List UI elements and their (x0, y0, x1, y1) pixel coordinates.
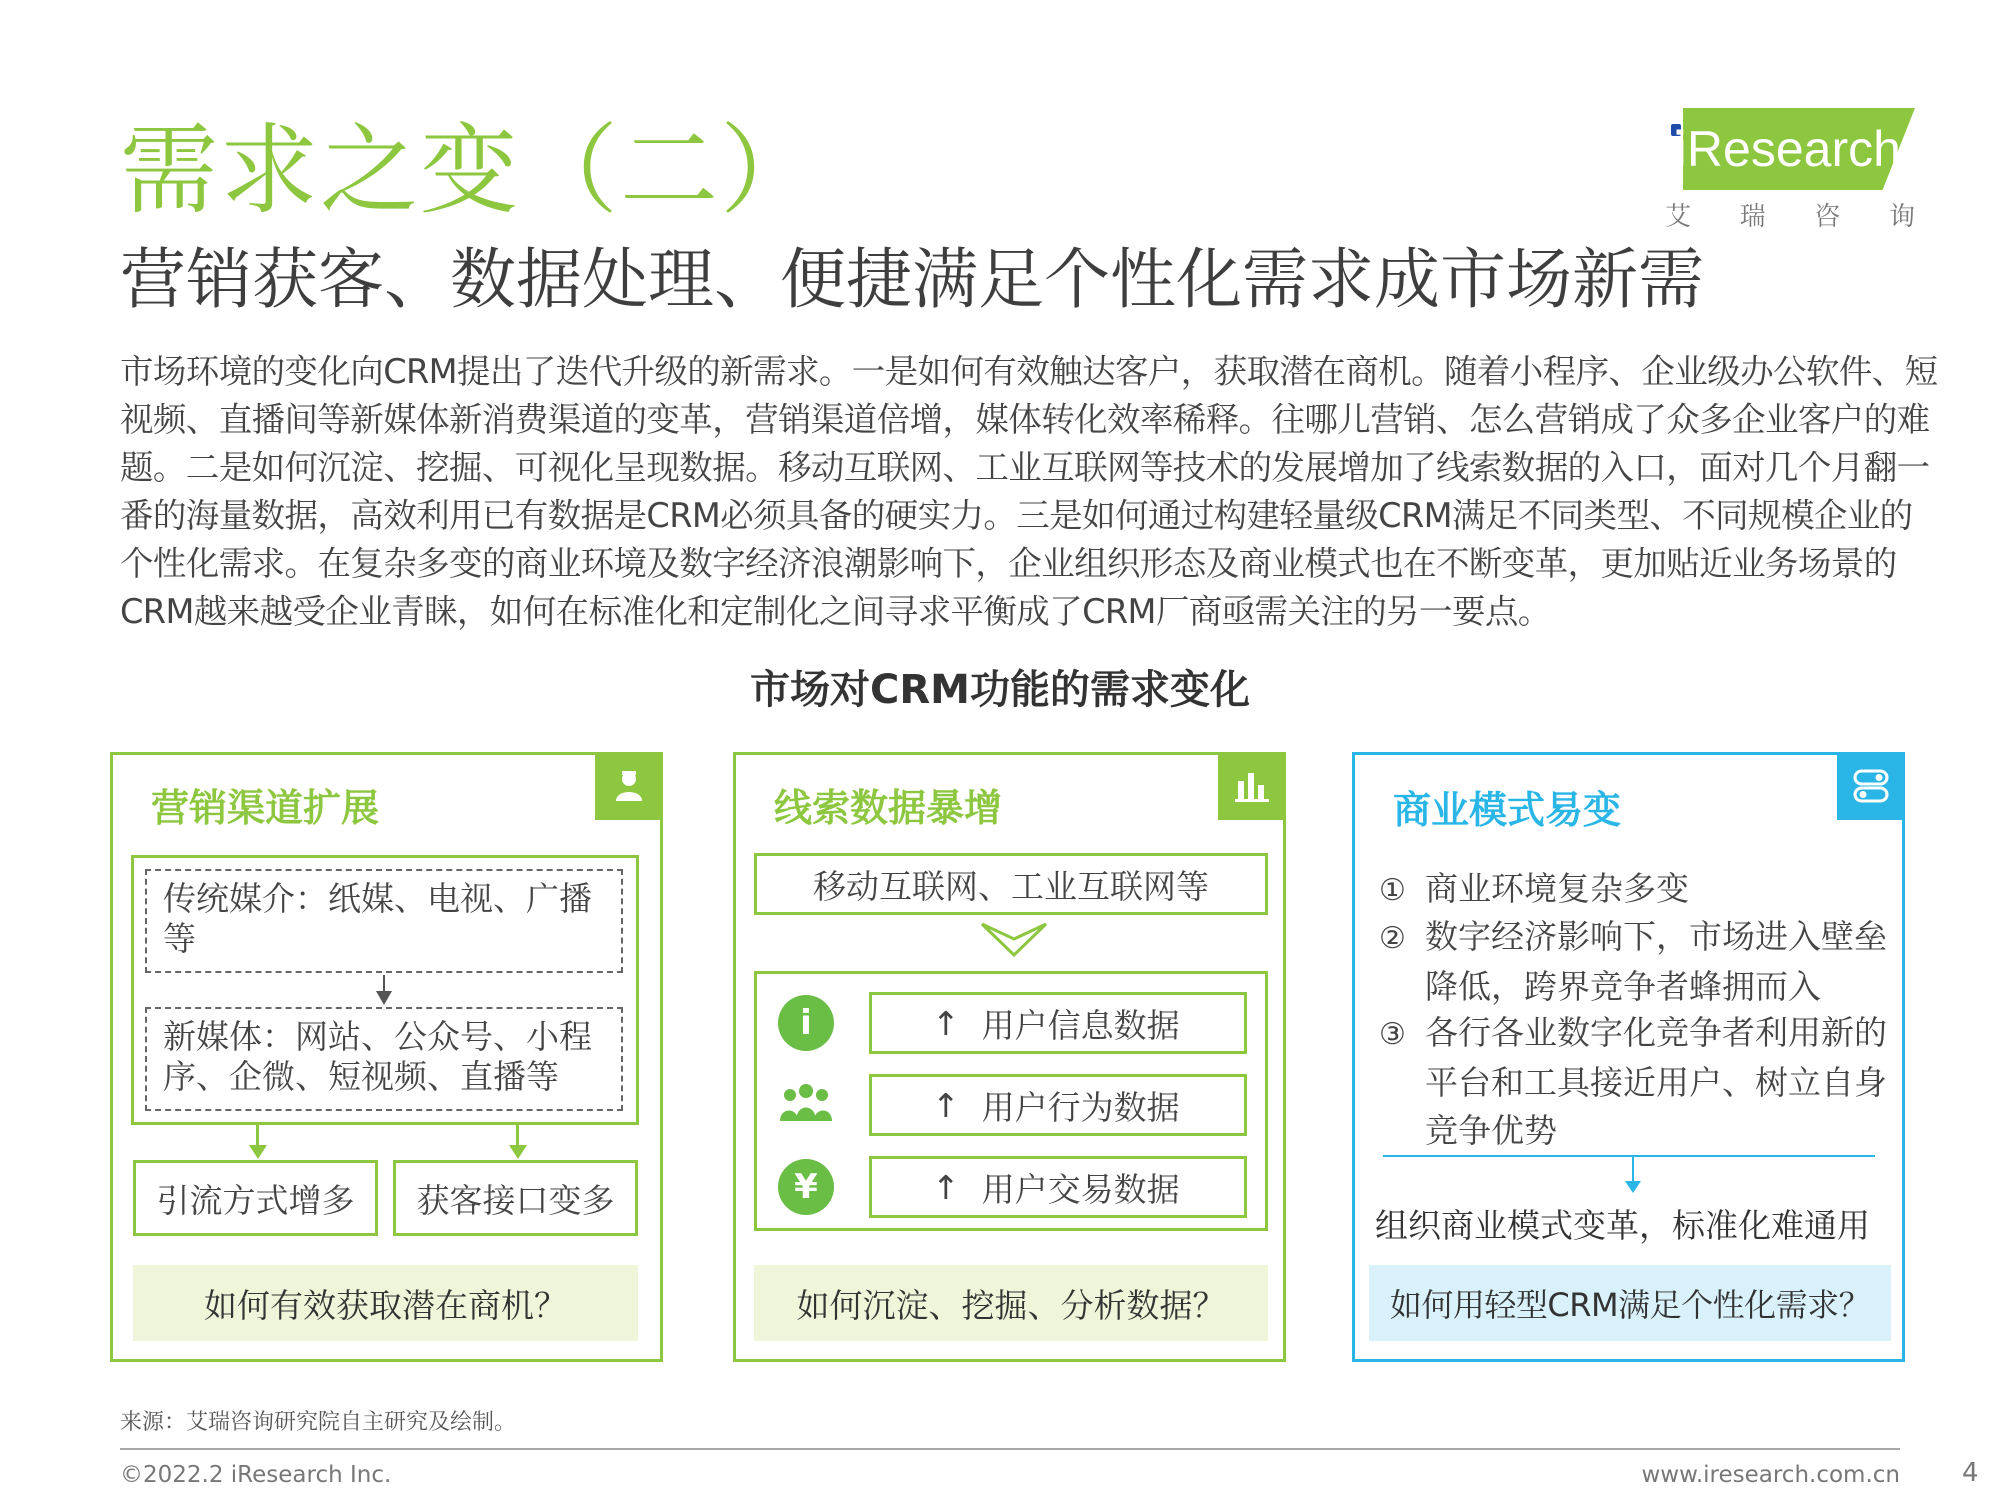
panel-marketing-channels (110, 752, 663, 1362)
data-row (869, 992, 1247, 1054)
website-link[interactable]: www.iresearch.com.cn (1641, 1462, 1900, 1488)
arrow-down-icon (509, 1145, 527, 1159)
users-icon (778, 1075, 834, 1131)
arrow-down-icon (376, 991, 392, 1005)
panel-lead-data (733, 752, 1286, 1362)
copyright: ©2022.2 iResearch Inc. (120, 1462, 392, 1488)
divider-line (1383, 1155, 1875, 1157)
question-box: 如何用轻型CRM满足个性化需求？ (1369, 1265, 1891, 1341)
conclusion-text: 组织商业模式变革，标准化难通用 (1375, 1206, 1870, 1245)
bar-chart-icon (1218, 752, 1286, 820)
logo-wordmark: Research (1686, 121, 1901, 177)
logo-cn-char: 瑞 (1739, 202, 1766, 232)
list-number: ① (1379, 873, 1406, 908)
data-row (869, 1156, 1247, 1218)
list-item (1379, 913, 1909, 1011)
list-number: ② (1379, 921, 1406, 956)
result-box-left: 引流方式增多 (133, 1160, 378, 1236)
yuan-icon: ¥ (778, 1159, 834, 1215)
panel-business-model (1352, 752, 1905, 1362)
connector-line (1632, 1157, 1634, 1183)
iresearch-logo (1665, 108, 1915, 232)
page-title: 需求之变（二） (120, 114, 821, 228)
panel-title: 营销渠道扩展 (151, 786, 380, 830)
list-text: 各行各业数字化竞争者利用新的平台和工具接近用户、树立自身竞争优势 (1425, 1013, 1887, 1150)
chevron-down-icon (979, 921, 1049, 965)
up-arrow-icon: ↑ (932, 1003, 960, 1043)
intro-paragraph: 市场环境的变化向CRM提出了迭代升级的新需求。一是如何有效触达客户，获取潜在商机。随着小程序、企业级办公软件、短视频、直播间等新媒体新消费渠道的变革，营销渠道倍增，媒体转化效率稀释。往哪儿营销、怎么营销成了众多企业客户的难题。二是如何沉淀、挖掘、可视化呈现数据。移动互联网、工业互联网等技术的发展增加了线索数据的入口，面对几个月翻一番的海量数据，高效利用已有数据是CRM必须具备的硬实力。三是如何通过构建轻量级CRM满足不同类型、不同规模企业的个性化需求。在复杂多变的商业环境及数字经济浪潮影响下，企业组织形态及商业模式也在不断变革，更加贴近业务场景的CRM越来越受企业青睐，如何在标准化和定制化之间寻求平衡成了CRM厂商亟需关注的另一要点。 (120, 352, 1938, 631)
panel-title: 线索数据暴增 (774, 786, 1003, 830)
page-subtitle: 营销获客、数据处理、便捷满足个性化需求成市场新需 (120, 241, 1704, 318)
logo-cn-char: 询 (1888, 202, 1915, 232)
connector-line (516, 1125, 519, 1147)
footer-divider (120, 1448, 1900, 1450)
page-number: 4 (1962, 1458, 1979, 1488)
list-item (1379, 1009, 1909, 1155)
arrow-down-icon (249, 1145, 267, 1159)
question-box: 如何沉淀、挖掘、分析数据？ (754, 1265, 1268, 1341)
arrow-down-icon (1625, 1181, 1641, 1193)
traditional-media-box: 传统媒介：纸媒、电视、广播等 (145, 869, 623, 973)
list-item (1379, 865, 1909, 915)
logo-cn-char: 咨 (1814, 202, 1841, 232)
up-arrow-icon: ↑ (932, 1167, 960, 1207)
logo-text: iResearch (1673, 121, 1901, 177)
data-row-label: 用户信息数据 (981, 1005, 1180, 1045)
info-icon: i (778, 995, 834, 1051)
data-row-label: 用户交易数据 (981, 1169, 1180, 1209)
data-row-label: 用户行为数据 (981, 1087, 1180, 1127)
data-row (869, 1074, 1247, 1136)
list-text: 商业环境复杂多变 (1425, 869, 1689, 908)
question-box: 如何有效获取潜在商机？ (133, 1265, 638, 1341)
list-text: 数字经济影响下，市场进入壁垒降低，跨界竞争者蜂拥而入 (1425, 917, 1887, 1006)
source-note: 来源：艾瑞咨询研究院自主研究及绘制。 (120, 1410, 517, 1435)
logo-cn-char: 艾 (1665, 202, 1692, 232)
user-icon (595, 752, 663, 820)
result-box-right: 获客接口变多 (393, 1160, 638, 1236)
connector-line (256, 1125, 259, 1147)
toggle-icon (1837, 752, 1905, 820)
new-media-box: 新媒体：网站、公众号、小程序、企微、短视频、直播等 (145, 1007, 623, 1111)
logo-chinese (1665, 196, 1915, 233)
data-source-box: 移动互联网、工业互联网等 (754, 853, 1268, 915)
up-arrow-icon: ↑ (932, 1085, 960, 1125)
list-number: ③ (1379, 1017, 1406, 1052)
figure-title: 市场对CRM功能的需求变化 (750, 667, 1250, 713)
panel-title: 商业模式易变 (1393, 788, 1622, 832)
